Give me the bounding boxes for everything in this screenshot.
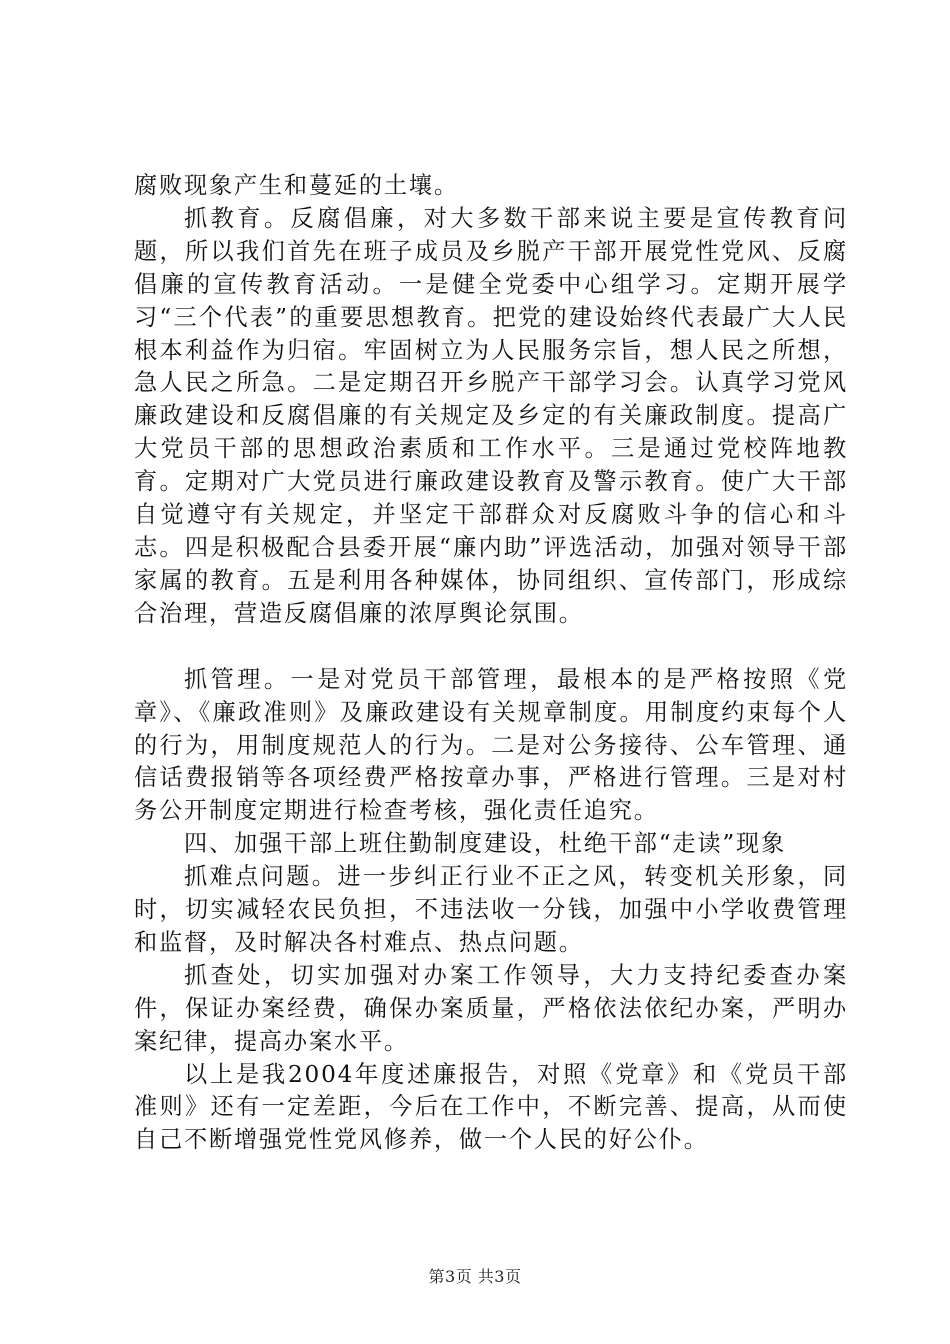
section-heading-attendance: 四、加强干部上班住勤制度建设，杜绝干部“走读”现象: [184, 830, 787, 858]
document-body: [134, 170, 848, 1157]
paragraph-continuation: 腐败现象产生和蔓延的土壤。: [134, 172, 459, 199]
paragraph-management: 抓管理。一是对党员干部管理，最根本的是严格按照《党章》、《廉政准则》及廉政建设有关规章制度。用制度约束每个人的行为，用制度规范人的行为。二是对公务接待、公车管理、通信话费报销等各项经费严格按章办事，严格进行管理。三是对村务公开制度定期进行检查考核，强化责任追究。: [134, 665, 848, 825]
paragraph-education: 抓教育。反腐倡廉，对大多数干部来说主要是宣传教育问题，所以我们首先在班子成员及乡脱产干部开展党性党风、反腐倡廉的宣传教育活动。一是健全党委中心组学习。定期开展学习“三个代表”的重要思想教育。把党的建设始终代表最广大人民根本利益作为归宿。牢固树立为人民服务宗旨，想人民之所想，急人民之所急。二是定期召开乡脱产干部学习会。认真学习党风廉政建设和反腐倡廉的有关规定及乡定的有关廉政制度。提高广大党员干部的思想政治素质和工作水平。三是通过党校阵地教育。定期对广大党员进行廉政建设教育及警示教育。使广大干部自觉遵守有关规定，并坚定干部群众对反腐败斗争的信心和斗志。四是积极配合县委开展“廉内助”评选活动，加强对领导干部家属的教育。五是利用各种媒体，协同组织、宣传部门，形成综合治理，营造反腐倡廉的浓厚舆论氛围。: [134, 204, 848, 627]
paragraph-investigation: 抓查处，切实加强对办案工作领导，大力支持纪委查办案件，保证办案经费，确保办案质量，严格依法依纪办案，严明办案纪律，提高办案水平。: [134, 961, 848, 1055]
page-number-footer: 第3页 共3页: [428, 1267, 522, 1286]
paragraph-difficult-issues: 抓难点问题。进一步纠正行业不正之风，转变机关形象，同时，切实减轻农民负担，不违法收一分钱，加强中小学收费管理和监督，及时解决各村难点、热点问题。: [134, 863, 848, 956]
paragraph-conclusion: 以上是我2004年度述廉报告，对照《党章》和《党员干部准则》还有一定差距，今后在工作中，不断完善、提高，从而使自己不断增强党性党风修养，做一个人民的好公仆。: [134, 1060, 848, 1154]
